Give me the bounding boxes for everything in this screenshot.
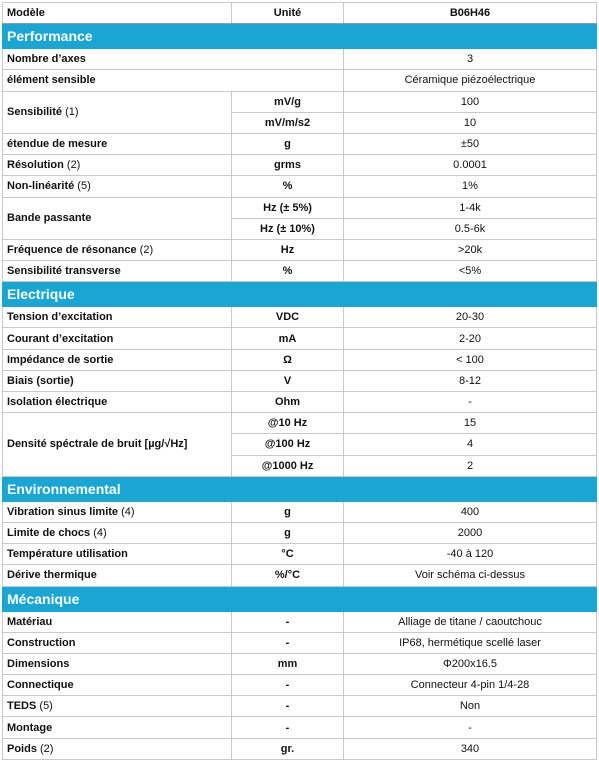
row-value: 340 (344, 738, 597, 759)
label-text: Fréquence de résonance (7, 243, 137, 256)
section-title: Environnemental (3, 476, 597, 501)
row-unit: @10 Hz (232, 413, 344, 434)
table-row (3, 197, 597, 218)
row-value: 10 (344, 112, 597, 133)
row-label: Impédance de sortie (3, 349, 232, 370)
row-value: -40 à 120 (344, 544, 597, 565)
row-value: >20k (344, 239, 597, 260)
row-label: étendue de mesure (3, 133, 232, 154)
label-text: Vibration sinus limite (7, 505, 119, 518)
row-unit: g (232, 501, 344, 522)
row-value: Φ200x16.5 (344, 653, 597, 674)
table-row (3, 544, 597, 565)
row-value: < 100 (344, 349, 597, 370)
section-environnemental (3, 476, 597, 501)
footnote-ref: (4) (121, 505, 135, 518)
table-row (3, 611, 597, 632)
row-label (3, 176, 232, 197)
row-label: Matériau (3, 611, 232, 632)
row-unit: - (232, 611, 344, 632)
footnote-ref: (4) (93, 527, 107, 540)
row-value: 20-30 (344, 307, 597, 328)
row-label: Sensibilité transverse (3, 261, 232, 282)
table-row (3, 49, 597, 70)
table-row (3, 155, 597, 176)
row-label (3, 522, 232, 543)
row-value: 400 (344, 501, 597, 522)
label-text: Non-linéarité (7, 180, 75, 193)
row-unit: %/°C (232, 565, 344, 586)
row-unit: % (232, 176, 344, 197)
table-row (3, 70, 597, 91)
row-value: Non (344, 696, 597, 717)
row-label: Température utilisation (3, 544, 232, 565)
row-unit: Ohm (232, 392, 344, 413)
row-unit: - (232, 717, 344, 738)
row-label: élément sensible (3, 70, 344, 91)
row-unit: - (232, 632, 344, 653)
row-unit: - (232, 696, 344, 717)
row-unit: g (232, 133, 344, 154)
row-unit: @1000 Hz (232, 455, 344, 476)
row-label: Courant d’excitation (3, 328, 232, 349)
row-unit: mV/g (232, 91, 344, 112)
row-unit: @100 Hz (232, 434, 344, 455)
row-label (3, 738, 232, 759)
row-unit: mV/m/s2 (232, 112, 344, 133)
row-value: - (344, 717, 597, 738)
table-row (3, 696, 597, 717)
table-row (3, 91, 597, 112)
section-title: Performance (3, 24, 597, 49)
table-row (3, 632, 597, 653)
table-row (3, 717, 597, 738)
table-row (3, 653, 597, 674)
row-unit: g (232, 522, 344, 543)
footnote-ref: (2) (40, 742, 54, 755)
row-unit: % (232, 261, 344, 282)
row-unit: grms (232, 155, 344, 176)
row-value: Voir schéma ci-dessus (344, 565, 597, 586)
row-label: Isolation électrique (3, 392, 232, 413)
table-row (3, 501, 597, 522)
row-unit: Hz (± 5%) (232, 197, 344, 218)
row-unit: gr. (232, 738, 344, 759)
label-text: Poids (7, 742, 37, 755)
row-unit: Ω (232, 349, 344, 370)
row-label (3, 501, 232, 522)
row-value: 2000 (344, 522, 597, 543)
table-row (3, 133, 597, 154)
table-row (3, 307, 597, 328)
table-row (3, 392, 597, 413)
section-electrique (3, 282, 597, 307)
row-label: Montage (3, 717, 232, 738)
row-unit: Hz (232, 239, 344, 260)
row-unit: V (232, 370, 344, 391)
footnote-ref: (1) (65, 106, 79, 119)
row-label (3, 155, 232, 176)
table-row (3, 349, 597, 370)
row-label: Construction (3, 632, 232, 653)
row-label: Biais (sortie) (3, 370, 232, 391)
header-product: B06H46 (344, 3, 597, 24)
row-unit: - (232, 675, 344, 696)
table-row (3, 738, 597, 759)
footnote-ref: (5) (39, 700, 53, 713)
section-title: Electrique (3, 282, 597, 307)
section-title: Mécanique (3, 586, 597, 611)
label-text: TEDS (7, 700, 37, 713)
footnote-ref: (5) (77, 180, 91, 193)
table-row (3, 522, 597, 543)
row-unit: VDC (232, 307, 344, 328)
row-value: - (344, 392, 597, 413)
row-label: Connectique (3, 675, 232, 696)
table-row (3, 565, 597, 586)
spec-table (2, 2, 597, 760)
row-value: 1-4k (344, 197, 597, 218)
row-value: 3 (344, 49, 597, 70)
row-value: <5% (344, 261, 597, 282)
row-unit: Hz (± 10%) (232, 218, 344, 239)
row-value: 0.5-6k (344, 218, 597, 239)
section-performance (3, 24, 597, 49)
row-value: 8-12 (344, 370, 597, 391)
header-unit: Unité (232, 3, 344, 24)
row-value: 100 (344, 91, 597, 112)
row-label: Dimensions (3, 653, 232, 674)
row-value: ±50 (344, 133, 597, 154)
row-value: 2 (344, 455, 597, 476)
table-row (3, 328, 597, 349)
row-label: Dérive thermique (3, 565, 232, 586)
row-label (3, 91, 232, 133)
row-value: Céramique piézoélectrique (344, 70, 597, 91)
row-label: Tension d’excitation (3, 307, 232, 328)
row-unit: °C (232, 544, 344, 565)
table-row (3, 261, 597, 282)
row-value: 4 (344, 434, 597, 455)
row-label: Nombre d’axes (3, 49, 344, 70)
row-value: 1% (344, 176, 597, 197)
footnote-ref: (2) (139, 243, 154, 256)
row-value: 15 (344, 413, 597, 434)
row-unit: mA (232, 328, 344, 349)
table-row (3, 413, 597, 434)
row-value: Connecteur 4-pin 1/4-28 (344, 675, 597, 696)
label-text: Limite de chocs (7, 527, 91, 540)
table-row (3, 239, 597, 260)
footnote-ref: (2) (66, 159, 81, 172)
header-model: Modèle (3, 3, 232, 24)
row-value: 2-20 (344, 328, 597, 349)
row-value: IP68, hermétique scellé laser (344, 632, 597, 653)
row-label (3, 696, 232, 717)
table-row (3, 370, 597, 391)
row-label: Bande passante (3, 197, 232, 239)
row-label: Densité spéctrale de bruit [µg/√Hz] (3, 413, 232, 477)
table-row (3, 675, 597, 696)
label-text: Résolution (7, 159, 64, 172)
section-mecanique (3, 586, 597, 611)
header-row (3, 3, 597, 24)
row-value: Alliage de titane / caoutchouc (344, 611, 597, 632)
row-unit: mm (232, 653, 344, 674)
label-text: Sensibilité (7, 106, 63, 119)
row-value: 0.0001 (344, 155, 597, 176)
row-label (3, 239, 232, 260)
table-row (3, 176, 597, 197)
